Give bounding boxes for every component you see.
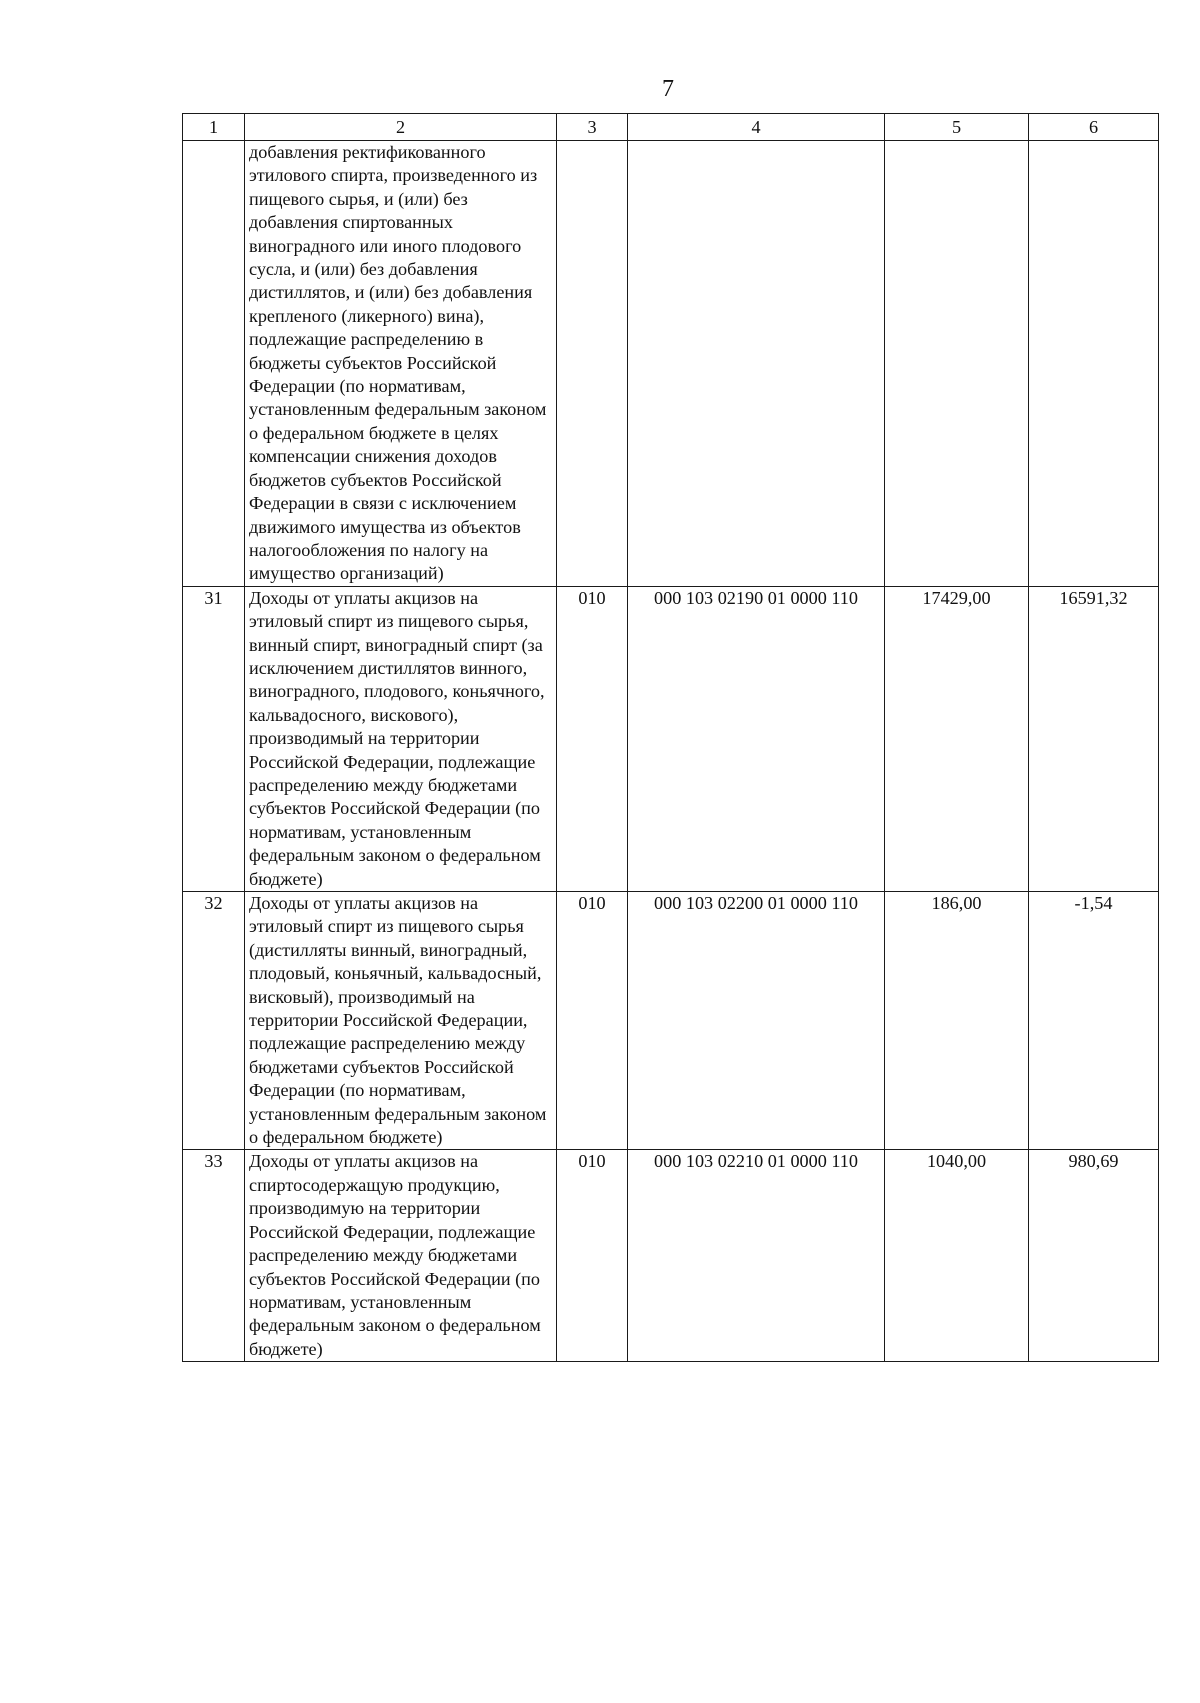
budget-code-cell: 000 103 02190 01 0000 110 (628, 586, 885, 891)
table-row-continuation (183, 141, 1159, 587)
income-name-cell: Доходы от уплаты акцизов на этиловый спирт из пищевого сырья, винный спирт, виноградный спирт (за исключением дистиллятов винного, виноградного, плодового, коньячного, кальвадосного, вискового), производимый на территории Российской Федерации, подлежащие распределению между бюджетами субъектов Российской Федерации (по нормативам, установленным федеральным законом о федеральном бюджете) (245, 586, 557, 891)
budget-code-cell (628, 141, 885, 587)
budget-code-cell: 000 103 02210 01 0000 110 (628, 1150, 885, 1362)
actual-amount-cell: 980,69 (1029, 1150, 1159, 1362)
page-number: 7 (662, 76, 674, 102)
table-row (183, 586, 1159, 891)
plan-amount-cell: 1040,00 (885, 1150, 1029, 1362)
plan-amount-cell (885, 141, 1029, 587)
actual-amount-cell: -1,54 (1029, 892, 1159, 1150)
column-header-4: 4 (628, 114, 885, 141)
actual-amount-cell (1029, 141, 1159, 587)
column-header-1: 1 (183, 114, 245, 141)
admin-code-cell (557, 141, 628, 587)
plan-amount-cell: 186,00 (885, 892, 1029, 1150)
column-header-5: 5 (885, 114, 1029, 141)
admin-code-cell: 010 (557, 586, 628, 891)
row-number-cell (183, 141, 245, 587)
column-header-2: 2 (245, 114, 557, 141)
income-name-cell: Доходы от уплаты акцизов на спиртосодержащую продукцию, производимую на территории Российской Федерации, подлежащие распределению между бюджетами субъектов Российской Федерации (по нормативам, установленным федеральным законом о федеральном бюджете) (245, 1150, 557, 1362)
admin-code-cell: 010 (557, 1150, 628, 1362)
budget-code-cell: 000 103 02200 01 0000 110 (628, 892, 885, 1150)
actual-amount-cell: 16591,32 (1029, 586, 1159, 891)
row-number-cell: 33 (183, 1150, 245, 1362)
income-name-cell: Доходы от уплаты акцизов на этиловый спирт из пищевого сырья (дистилляты винный, виноградный, плодовый, коньячный, кальвадосный, висковый), производимый на территории Российской Федерации, подлежащие распределению между бюджетами субъектов Российской Федерации (по нормативам, установленным федеральным законом о федеральном бюджете) (245, 892, 557, 1150)
table-row (183, 892, 1159, 1150)
plan-amount-cell: 17429,00 (885, 586, 1029, 891)
row-number-cell: 32 (183, 892, 245, 1150)
revenue-table (182, 113, 1159, 1362)
column-header-6: 6 (1029, 114, 1159, 141)
admin-code-cell: 010 (557, 892, 628, 1150)
income-name-cell: добавления ректификованного этилового спирта, произведенного из пищевого сырья, и (или) без добавления спиртованных виноградного или иного плодового сусла, и (или) без добавления дистиллятов, и (или) без добавления крепленого (ликерного) вина), подлежащие распределению в бюджеты субъектов Российской Федерации (по нормативам, установленным федеральным законом о федеральном бюджете в целях компенсации снижения доходов бюджетов субъектов Российской Федерации в связи с исключением движимого имущества из объектов налогообложения по налогу на имущество организаций) (245, 141, 557, 587)
column-number-row (183, 114, 1159, 141)
table-row (183, 1150, 1159, 1362)
column-header-3: 3 (557, 114, 628, 141)
row-number-cell: 31 (183, 586, 245, 891)
